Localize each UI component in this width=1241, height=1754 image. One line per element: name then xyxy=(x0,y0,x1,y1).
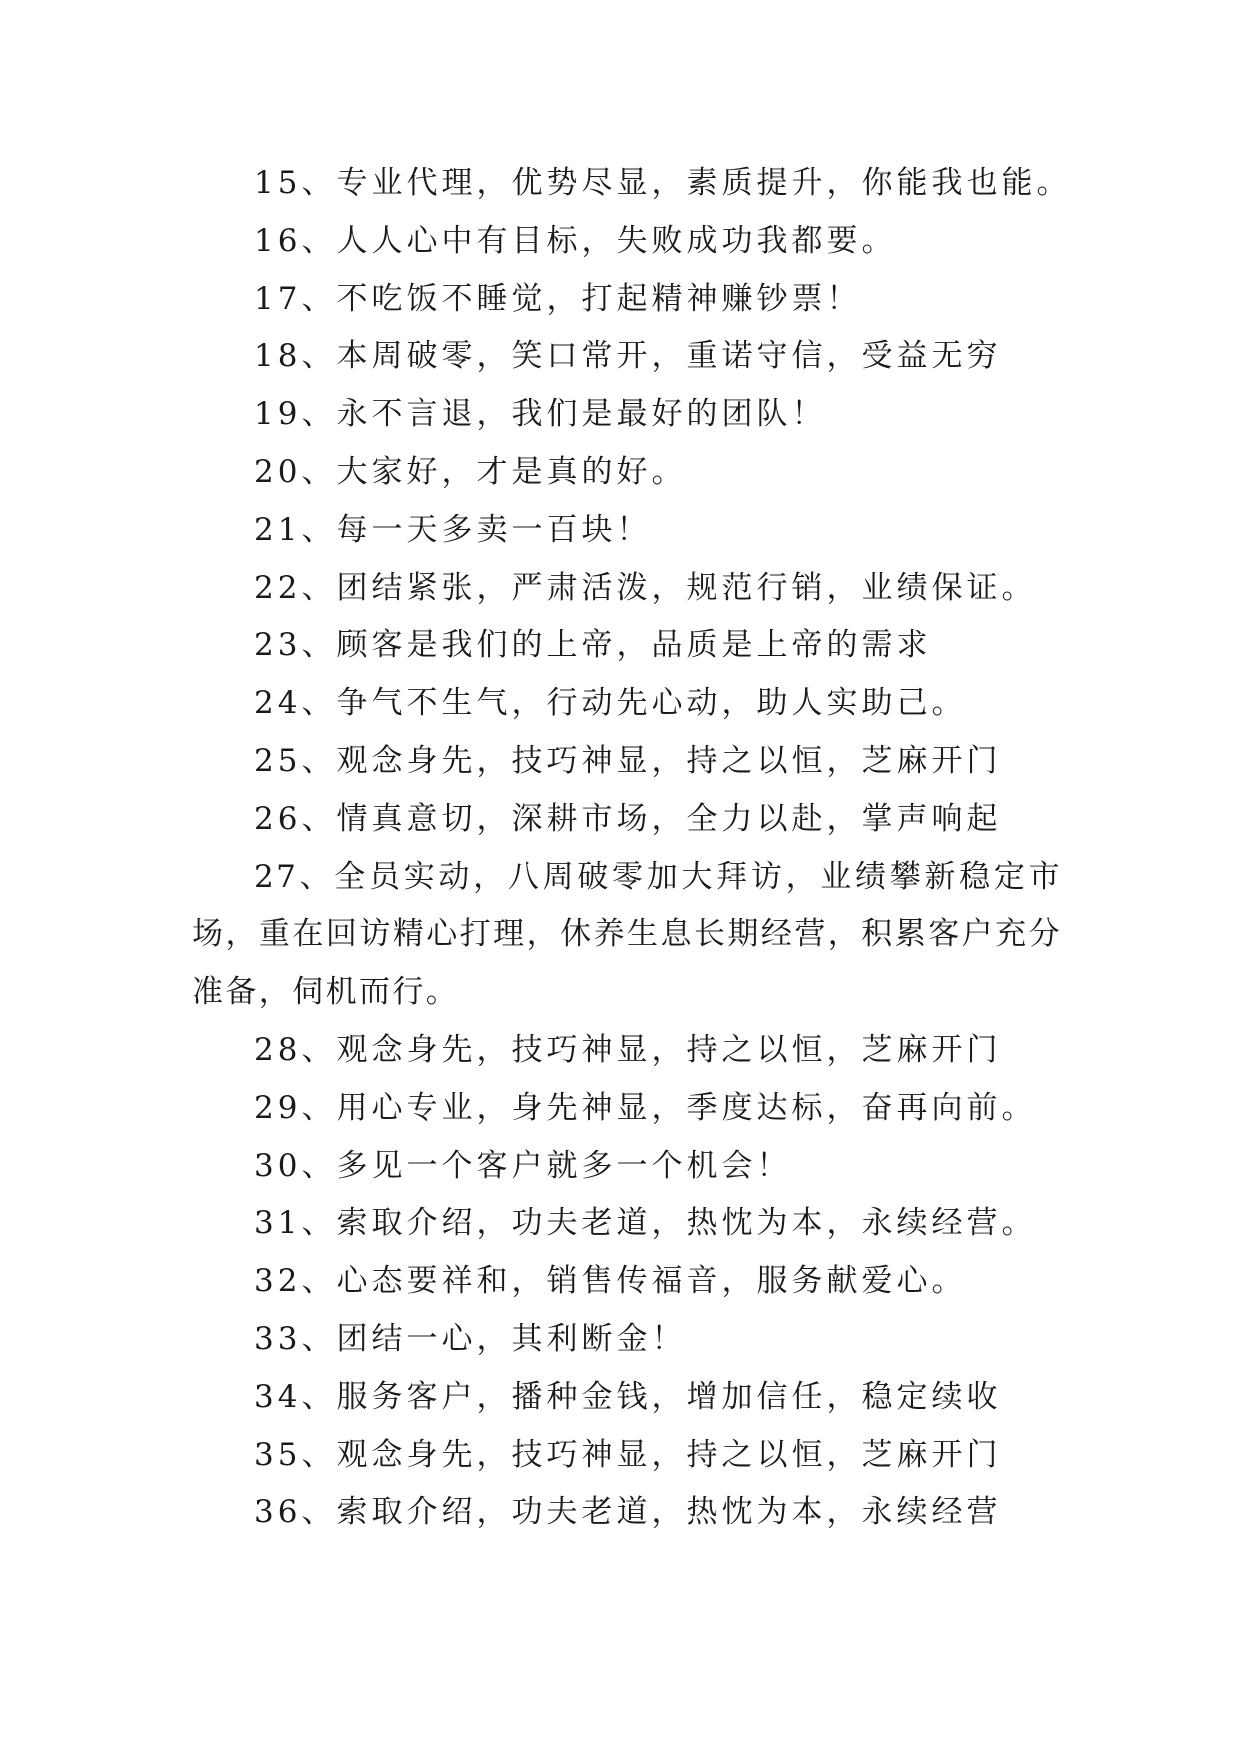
slogan-21: 21、每一天多卖一百块！ xyxy=(254,511,652,548)
slogan-27: 27、全员实动，八周破零加大拜访，业绩攀新稳定市场，重在回访精心打理，休养生息长期经营，积累客户充分准备，伺机而行。 xyxy=(192,858,1062,1011)
slogan-18: 18、本周破零，笑口常开，重诺守信，受益无穷 xyxy=(254,338,1002,375)
slogan-16: 16、人人心中有目标，失败成功我都要。 xyxy=(254,222,897,259)
slogan-25: 25、观念身先，技巧神显，持之以恒，芝麻开门 xyxy=(254,742,1002,779)
slogan-28: 28、观念身先，技巧神显，持之以恒，芝麻开门 xyxy=(254,1031,1002,1068)
slogan-22: 22、团结紧张，严肃活泼，规范行销，业绩保证。 xyxy=(254,569,1037,606)
slogan-33: 33、团结一心，其利断金！ xyxy=(254,1320,687,1357)
slogan-31: 31、索取介绍，功夫老道，热忱为本，永续经营。 xyxy=(254,1205,1037,1242)
slogan-24: 24、争气不生气，行动先心动，助人实助己。 xyxy=(254,685,967,722)
slogan-35: 35、观念身先，技巧神显，持之以恒，芝麻开门 xyxy=(254,1436,1002,1473)
document-body xyxy=(192,155,1072,1542)
slogan-29: 29、用心专业，身先神显，季度达标，奋再向前。 xyxy=(254,1089,1037,1126)
slogan-30: 30、多见一个客户就多一个机会！ xyxy=(254,1147,792,1184)
slogan-34: 34、服务客户，播种金钱，增加信任，稳定续收 xyxy=(254,1378,1002,1415)
slogan-32: 32、心态要祥和，销售传福音，服务献爱心。 xyxy=(254,1263,967,1300)
slogan-19: 19、永不言退，我们是最好的团队！ xyxy=(254,396,827,433)
slogan-20: 20、大家好，才是真的好。 xyxy=(254,453,687,490)
slogan-23: 23、顾客是我们的上帝，品质是上帝的需求 xyxy=(254,627,932,664)
slogan-15: 15、专业代理，优势尽显，素质提升，你能我也能。 xyxy=(254,165,1072,201)
slogan-26: 26、情真意切，深耕市场，全力以赴，掌声响起 xyxy=(254,800,1002,837)
slogan-36: 36、索取介绍，功夫老道，热忱为本，永续经营 xyxy=(254,1494,1002,1531)
slogan-17: 17、不吃饭不睡觉，打起精神赚钞票！ xyxy=(254,280,862,317)
